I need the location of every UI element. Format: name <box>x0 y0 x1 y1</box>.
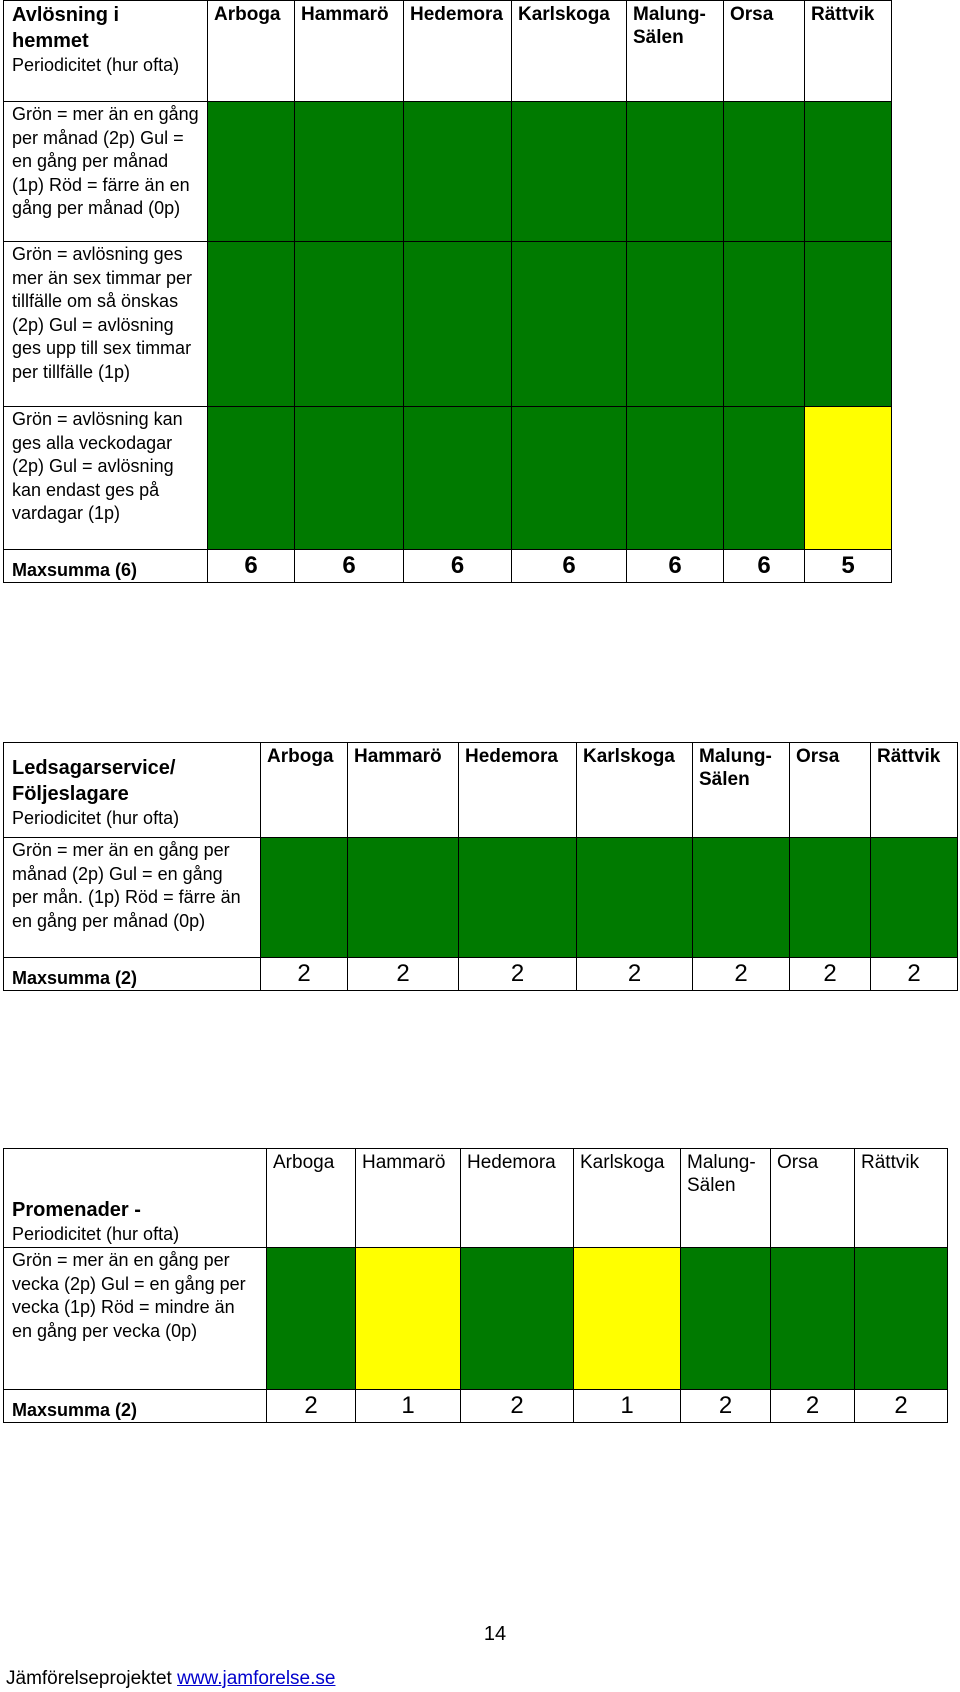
status-cell-green <box>627 102 724 242</box>
total-value: 6 <box>627 550 724 583</box>
status-cell-green <box>681 1248 771 1390</box>
table-grid <box>3 742 958 991</box>
page-number: 14 <box>483 1623 507 1645</box>
column-header: Karlskoga <box>574 1149 681 1248</box>
footer-link[interactable]: www.jamforelse.se <box>177 1668 336 1689</box>
status-cell-green <box>790 838 871 958</box>
column-header: Hedemora <box>461 1149 574 1248</box>
column-header: Hammarö <box>295 1 404 102</box>
criteria-label: Grön = avlösning ges mer än sex timmar per tillfälle om så önskas (2p) Gul = avlösning ges upp till sex timmar per tillfälle (1p) <box>4 242 208 407</box>
status-cell-green <box>771 1248 855 1390</box>
table-row <box>4 1248 948 1390</box>
status-cell-green <box>348 838 459 958</box>
table-row <box>4 838 958 958</box>
status-cell-green <box>627 242 724 407</box>
footer <box>6 1668 335 1690</box>
section-subtitle: Periodicitet (hur ofta) <box>12 1223 180 1244</box>
total-value: 2 <box>871 958 958 991</box>
total-value: 1 <box>356 1390 461 1423</box>
status-cell-green <box>295 407 404 550</box>
column-header: Arboga <box>261 743 348 838</box>
status-cell-green <box>724 407 805 550</box>
column-header: Rättvik <box>855 1149 948 1248</box>
status-cell-green <box>693 838 790 958</box>
table-row <box>4 407 892 550</box>
max-sum-label: Maxsumma (6) <box>4 550 208 583</box>
section-title: Avlösning i hemmet <box>12 4 120 52</box>
max-sum-row <box>4 958 958 991</box>
column-header: Rättvik <box>871 743 958 838</box>
total-value: 2 <box>855 1390 948 1423</box>
column-header: Malung-Sälen <box>627 1 724 102</box>
criteria-label: Grön = mer än en gång per vecka (2p) Gul = en gång per vecka (1p) Röd = mindre än en gång per vecka (0p) <box>4 1248 267 1390</box>
table-row <box>4 102 892 242</box>
total-value: 2 <box>693 958 790 991</box>
column-header: Karlskoga <box>512 1 627 102</box>
total-value: 1 <box>574 1390 681 1423</box>
total-value: 2 <box>261 958 348 991</box>
column-header: Orsa <box>771 1149 855 1248</box>
column-header: Hedemora <box>404 1 512 102</box>
table-grid <box>3 0 892 583</box>
status-cell-green <box>512 242 627 407</box>
status-cell-green <box>512 407 627 550</box>
status-cell-green <box>208 242 295 407</box>
column-header: Arboga <box>267 1149 356 1248</box>
status-cell-green <box>404 102 512 242</box>
footer-text: Jämförelseprojektet <box>6 1668 172 1689</box>
table-header-row <box>4 1 892 102</box>
column-header: Rättvik <box>805 1 892 102</box>
total-value: 2 <box>681 1390 771 1423</box>
max-sum-label: Maxsumma (2) <box>4 1390 267 1423</box>
section-title-cell <box>4 1 208 102</box>
status-cell-green <box>261 838 348 958</box>
table-grid <box>3 1148 948 1423</box>
total-value: 6 <box>512 550 627 583</box>
column-header: Hammarö <box>356 1149 461 1248</box>
status-cell-green <box>805 242 892 407</box>
section-title-cell <box>4 743 261 838</box>
total-value: 6 <box>295 550 404 583</box>
status-cell-green <box>208 407 295 550</box>
column-header: Hammarö <box>348 743 459 838</box>
section-subtitle: Periodicitet (hur ofta) <box>12 807 180 828</box>
column-header: Karlskoga <box>577 743 693 838</box>
total-value: 5 <box>805 550 892 583</box>
column-header: Malung-Sälen <box>681 1149 771 1248</box>
status-cell-green <box>267 1248 356 1390</box>
total-value: 2 <box>461 1390 574 1423</box>
max-sum-label: Maxsumma (2) <box>4 958 261 991</box>
column-header: Malung-Sälen <box>693 743 790 838</box>
status-cell-yellow <box>805 407 892 550</box>
section-title-cell <box>4 1149 267 1248</box>
status-cell-green <box>577 838 693 958</box>
status-cell-yellow <box>574 1248 681 1390</box>
section-subtitle: Periodicitet (hur ofta) <box>12 55 180 75</box>
status-cell-green <box>295 102 404 242</box>
table-header-row <box>4 743 958 838</box>
total-value: 2 <box>771 1390 855 1423</box>
status-cell-green <box>724 102 805 242</box>
table-row <box>4 242 892 407</box>
status-cell-green <box>805 102 892 242</box>
status-cell-green <box>461 1248 574 1390</box>
max-sum-row <box>4 1390 948 1423</box>
section-title: Ledsagarservice/ Följeslagare <box>12 756 176 805</box>
section-title: Promenader - <box>12 1198 141 1221</box>
status-cell-green <box>404 242 512 407</box>
status-cell-green <box>459 838 577 958</box>
criteria-label: Grön = mer än en gång per månad (2p) Gul = en gång per månad (1p) Röd = färre än en gång per månad (0p) <box>4 102 208 242</box>
total-value: 2 <box>348 958 459 991</box>
criteria-label: Grön = avlösning kan ges alla veckodagar (2p) Gul = avlösning kan endast ges på vardagar (1p) <box>4 407 208 550</box>
status-cell-green <box>627 407 724 550</box>
total-value: 6 <box>404 550 512 583</box>
total-value: 2 <box>790 958 871 991</box>
status-cell-green <box>512 102 627 242</box>
criteria-label: Grön = mer än en gång per månad (2p) Gul = en gång per mån. (1p) Röd = färre än en gång per månad (0p) <box>4 838 261 958</box>
total-value: 2 <box>459 958 577 991</box>
column-header: Hedemora <box>459 743 577 838</box>
column-header: Orsa <box>790 743 871 838</box>
status-cell-yellow <box>356 1248 461 1390</box>
table-header-row <box>4 1149 948 1248</box>
status-cell-green <box>208 102 295 242</box>
status-cell-green <box>871 838 958 958</box>
total-value: 6 <box>208 550 295 583</box>
total-value: 6 <box>724 550 805 583</box>
total-value: 2 <box>577 958 693 991</box>
column-header: Orsa <box>724 1 805 102</box>
column-header: Arboga <box>208 1 295 102</box>
status-cell-green <box>724 242 805 407</box>
status-cell-green <box>404 407 512 550</box>
max-sum-row <box>4 550 892 583</box>
status-cell-green <box>855 1248 948 1390</box>
total-value: 2 <box>267 1390 356 1423</box>
status-cell-green <box>295 242 404 407</box>
